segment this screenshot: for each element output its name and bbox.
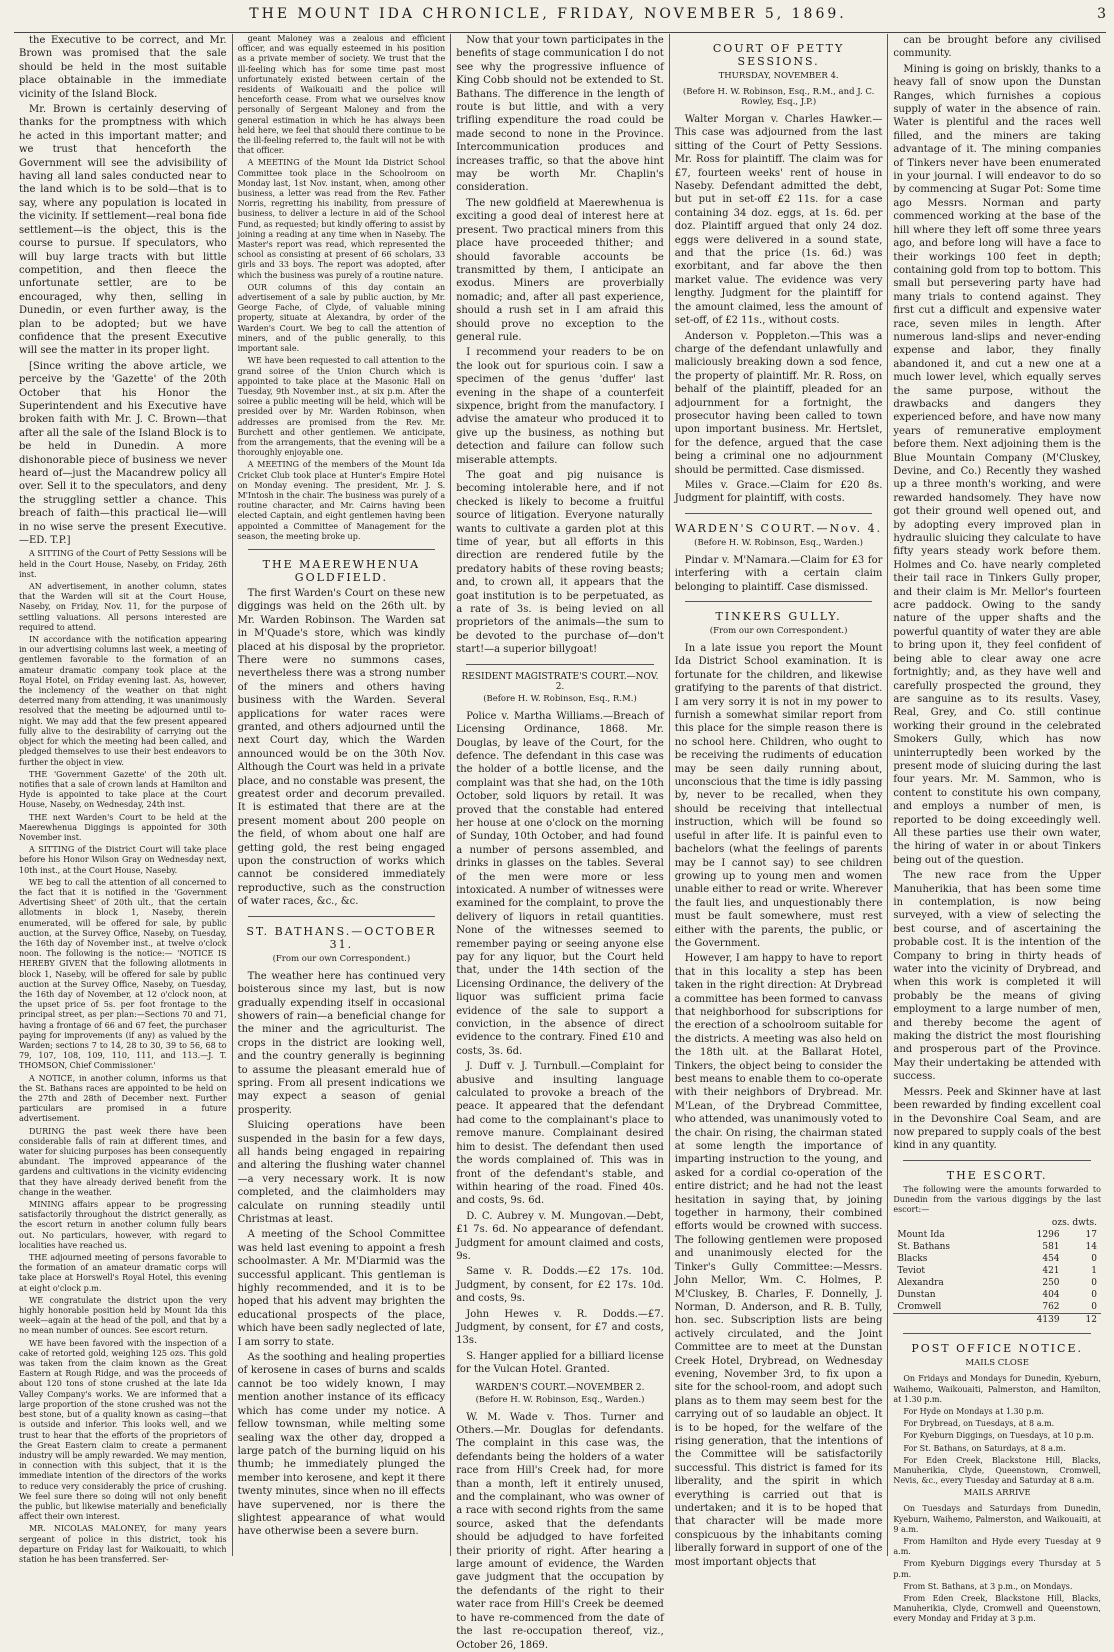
paragraph: IN accordance with the notification appearing in our advertising columns last week, a meeting of gentlemen favorable to the formation of an amateur dramatic company took place at the Royal Hotel, on Friday evening last. As, however, the inclemency of the weather on that night deterred many from attending, it was unanimously resolved that the meeting be adjourned until to-night. We may add that the few present appeared fully alive to the desirability of carrying out the object for which the meeting had been called, and pledged themselves to use their best endeavors to further the object in view. <box>19 635 227 767</box>
divider <box>685 601 873 602</box>
paragraph: Messrs. Peek and Skinner have at last been rewarded by finding excellent coal in the Devonshire Coal Seam, and are now prepared to supply coals of the best kind in any quantity. <box>893 1086 1101 1152</box>
divider <box>248 916 436 917</box>
heading-st-bathans: ST. BATHANS.—OCTOBER 31. <box>246 924 437 951</box>
paragraph: As the soothing and healing properties of kerosene in cases of burns and scalds cannot be too widely known, I may mention another instance of its efficacy which has come under my notice. A fellow townsman, while melting some sealing wax the other day, dropped a large patch of the burning liquid on his thumb; he immediately plunged the member into kerosene, and kept it there twenty minutes, since when no ill effects have supervened, nor is there the slightest appearance of what would have otherwise been a severe burn. <box>237 1352 446 1538</box>
column-3 <box>451 34 670 1651</box>
paragraph: A meeting of the School Committee was held last evening to appoint a fresh schoolmaster. A Mr. M'Diarmid was the successful applicant. This gentleman is highly recommended, and it is to be hoped that his advent may brighten the educational prospects of the place, which have been sadly neglected of late, I am sorry to state. <box>237 1229 446 1348</box>
escort-row <box>893 1241 1101 1253</box>
paragraph: A NOTICE, in another column, informs us that the St. Bathans races are appointed to be held on the 27th and 28th of December next. Further particulars are promised in a future advertisement. <box>19 1073 227 1124</box>
paragraph: The weather here has continued very boisterous since my last, but is now gradually expending itself in occasional showers of rain—a beneficial change for the miner and the agriculturist. The crops in the district are looking well, and the country generally is beginning to assume the pleasant emerald hue of spring. From all present indications we may expect a season of genial prosperity. <box>237 970 446 1116</box>
paragraph: OUR columns of this day contain an advertisement of a sale by public auction, by Mr. George Fache, of Clyde, of valuable mining property, situate at Alexandra, by order of the Warden's Court. We beg to call the attention of miners, and of the public generally, to this important sale. <box>237 282 446 354</box>
paragraph: DURING the past week there have been considerable falls of rain at different times, and water for sluicing purposes has been consequently abundant. The improved appearance of the gardens and cultivations in the vicinity evidencing that they have already derived benefit from the change in the weather. <box>19 1126 227 1197</box>
escort-table <box>893 1217 1101 1326</box>
escort-ozs: 404 <box>1042 1290 1060 1301</box>
maerewhenua-article <box>238 587 446 909</box>
paragraph: Now that your town participates in the benefits of stage communication I do not see why the progressive influence of King Cobb should not be extended to St. Bathans. The difference in the length of route is but little, and with a very trifling expenditure the road could be made second to none in the Province. Intercommunication produces and increases traffic, so that the above hint may be worth Mr. Chaplin's consideration. <box>456 35 664 194</box>
paragraph: can be brought before any civilised community. <box>893 35 1101 60</box>
subheading-warden-nov4: (Before H. W. Robinson, Esq., Warden.) <box>694 537 863 548</box>
paragraph: AN advertisement, in another column, states that the Warden will sit at the Court House, Naseby, on Friday, Nov. 11, for the purpose of settling valuations. All persons interested are required to attend. <box>19 582 227 632</box>
mail-schedule-item: On Tuesdays and Saturdays from Dunedin, Kyeburn, Waihemo, Palmerston, and Waikouaiti, at 9 a.m. <box>893 1504 1101 1534</box>
paragraph: MINING affairs appear to be progressing satisfactorily throughout the district generally, as the escort return in another column fully bears out. No particulars, however, with regard to localities have reached us. <box>19 1200 227 1250</box>
paragraph: WE beg to call the attention of all concerned to the fact that it is notified in the 'Government Advertising Sheet' of 20th ult., that the certain allotments in block 1, Naseby, therein enumerated, will be offered for sale, by public auction, at the Survey Office, Naseby, on Tuesday, the 16th day of November inst., at twelve o'clock noon. The following is the notice:— 'NOTICE IS HEREBY GIVEN that the following allotments in block 1, Naseby, will be offered for sale by public auction at the Survey Office, Naseby, on Tuesday, the 16th day of November, at 12 o'clock noon, at the upset price of 5s. per foot frontage to the principal street, as per plan:—Sections 70 and 71, having a frontage of 66 and 67 feet, the purchaser paying for improvements (if any) as valued by the Warden; sections 7 to 14, 28 to 30, 39 to 56, 68 to 79, 107, 108, 109, 110, 111, and 113.—J. T. THOMSON, Chief Commissioner.' <box>19 877 227 1071</box>
paragraph: The goat and pig nuisance is becoming intolerable here, and if not checked is likely to become a fruitful source of litigation. Everyone naturally wants to cultivate a garden plot at this time of year, but all efforts in this direction are rendered futile by the predatory habits of these roving beasts; and, to crown all, it appears that the goat institution is to be perpetuated, as a rate of 3s. is being levied on all proprietors of the animals—the sum to be devoted to the purchase of—don't start!—a superior billygoat! <box>456 470 664 656</box>
heading-wardens-court-nov4: WARDEN'S COURT.—Nov. 4. <box>674 521 883 535</box>
paragraph: The first Warden's Court on these new diggings was held on the 26th ult. by Mr. Warden Robinson. The Warden sat in M'Quade's store, which was kindly placed at his disposal by the proprietor. There were no summons cases, nevertheless there was a strong number of the miners and others having business with the Warden. Several applications for water races were granted, and others adjourned until the next Court day, which the Warden announced would be on the 30th Nov. Although the Court was held in a private place, and no constable was present, the greatest order and decorum prevailed. It is estimated that there are at the present moment about 200 people on the field, of whom about one half are getting gold, the rest being engaged upon the construction of works which cannot be considered immediately reproductive, such as the construction of water races, &c., &c. <box>237 587 446 908</box>
paragraph: D. C. Aubrey v. M. Mungovan.—Debt, £1 7s. 6d. No appearance of defendant. Judgment for amount claimed and costs, 9s. <box>456 1210 664 1262</box>
escort-total-dwts: 12 <box>1064 1314 1101 1327</box>
subheading-tinkers-correspondent: (From our own Correspondent.) <box>709 626 848 636</box>
escort-total-ozs: 4139 <box>1004 1314 1063 1327</box>
masthead-title: THE MOUNT IDA CHRONICLE, FRIDAY, NOVEMBER 5, 1869. <box>249 6 847 22</box>
paragraph: Walter Morgan v. Charles Hawker.—This case was adjourned from the last sitting of the Court of Petty Sessions. Mr. Ross for plaintiff. The claim was for £7, fourteen weeks' rent of house in Naseby. Defendant admitted the debt, but put in set-off £2 11s. for a case containing 34 doz. eggs, at 1s. 6d. per doz. Plaintiff argued that only 24 doz. eggs were delivered in a sound state, and that the price (1s. 6d.) was exorbitant, and far above the then market value. The evidence was very lengthy. Judgment for the plaintiff for the amount claimed, less the amount of set-off, of £2 11s., without costs. <box>674 114 883 327</box>
columns <box>14 34 1106 1651</box>
escort-total-row <box>893 1314 1101 1327</box>
subheading-correspondent: (From our own Correspondent.) <box>272 953 411 964</box>
paragraph: THE adjourned meeting of persons favorable to the formation of an amateur dramatic corps will take place at Horswell's Royal Hotel, this evening at eight o'clock p.m. <box>19 1253 227 1293</box>
escort-place: St. Bathans <box>897 1242 951 1253</box>
st-bathans-article <box>238 970 446 1539</box>
escort-place: Mount Ida <box>897 1230 945 1241</box>
magistrate-cases <box>456 710 664 1377</box>
petty-sessions-date: THURSDAY, NOVEMBER 4. <box>718 71 839 81</box>
mails-arrive-list <box>893 1504 1101 1624</box>
paragraph: Mining is going on briskly, thanks to a heavy fall of snow upon the Dunstan Ranges, which furnishes a copious supply of water in the absence of rain. Water is plentiful and the races well filled, and the miners are taking advantage of it. The mining companies of Tinkers never have been enumerated in your journal. I will endeavor to do so by commencing at Sugar Pot: Some time ago Messrs. Norman and party commenced working at the base of the hill where they left off some three years ago, and before long will have a face to their workings 100 feet in depth; containing gold from top to bottom. This small but persevering party have had many trials to contend against. They first cut a difficult and expensive water race, seven miles in length. After numerous land-slips and never-ending expense and labor, they finally abandoned it, and cut a new one at a much lower level, which equally serves the same purpose, without the drawbacks and dangers they experienced before, and have now many years of remunerative employment before them. Next adjoining them is the Blue Mountain Company (M'Cluskey, Devine, and Co.) Recently they washed up a three month's working, and were rewarded handsomely. They have now got their ground well opened out, and by adopting every improved plan in hydraulic sluicing they calculate to have fifty years steady work before them. Holmes and Co. have nearly completed their tail race in Tinkers Gully proper, and their claim is Mr. Mellor's fourteen acre paddock. Owing to the sandy nature of the upper shafts and the powerful quantity of water they are able to bring upon it, they feel confident of being able to clear away one acre fortnightly; and, as they have well and carefully prospected the ground, they are sanguine as to its results. Vasey, Real, Grey, and Co. still continue working their ground in the celebrated Smokers Gully, which has now uninterruptedly been worked by the present mode of sluicing during the last four years. Mr. M. Sammon, who is content to constitute his own company, and employs a number of men, is reported to be doing exceedingly well. All these parties use their own water, the hiring of water in or about Tinkers being out of the question. <box>893 63 1101 866</box>
paragraph: The new goldfield at Maerewhenua is exciting a good deal of interest here at present. Two practical miners from this place have proceeded thither; and should favorable accounts be transmitted by them, I anticipate an exodus. Miners are proverbially nomadic; and, after all past experience, should a rush set in I am afraid this should prove no exception to the general rule. <box>456 197 664 343</box>
mail-schedule-item: On Fridays and Mondays for Dunedin, Kyeburn, Waihemo, Waikouaiti, Palmerston, and Hamilton, at 1.30 p.m. <box>893 1374 1101 1404</box>
paragraph: THE 'Government Gazette' of the 20th ult. notifies that a sale of crown lands at Hamilton and Hyde is appointed to take place at the Court House, Naseby, on Wednesday, 24th inst. <box>19 769 227 810</box>
mail-schedule-item: From St. Bathans, at 3 p.m., on Mondays. <box>903 1581 1073 1591</box>
escort-dwts: 0 <box>1091 1254 1097 1265</box>
divider <box>685 513 873 514</box>
petty-sessions-bench: (Before H. W. Robinson, Esq., R.M., and J. C. Rowley, Esq., J.P.) <box>682 87 875 107</box>
escort-place: Cromwell <box>897 1302 942 1313</box>
warden-nov4-cases <box>675 554 883 594</box>
mail-schedule-item: From Hamilton and Hyde every Tuesday at 9 a.m. <box>893 1536 1101 1557</box>
paragraph: WE congratulate the district upon the very highly honorable position held by Mount Ida this week—again at the head of the poll, and that by a no mean number of ounces. See escort return. <box>19 1295 227 1336</box>
mails-close-heading: MAILS CLOSE <box>965 1358 1029 1369</box>
paragraph: The new race from the Upper Manuherikia, that has been some time in contemplation, is now being surveyed, with a view of selecting the best course, and of ascertaining the probable cost. It is the intention of the Company to bring in thirty heads of water into the vicinity of Drybread, and when this work is completed it will probably be the means of giving employment to a large number of men, and thereby become the agent of making the district the most flourishing and prosperous part of the Province. May their undertaking be attended with success. <box>893 870 1101 1083</box>
column-2-notices <box>238 34 446 542</box>
heading-wardens-court: WARDEN'S COURT.—NOVEMBER 2. <box>475 1382 645 1393</box>
paragraph: John Hewes v. R. Dodds.—£7. Judgment, by consent, for £7 and costs, 13s. <box>456 1308 664 1347</box>
heading-maerewhenua: THE MAEREWHENUA GOLDFIELD. <box>262 557 421 584</box>
paragraph: Anderson v. Poppleton.—This was a charge of the defendant unlawfully and maliciously breaking down a sod fence, the property of plaintiff. Mr. R. Ross, on behalf of the plaintiff, pleaded for an adjournment for a fortnight, the prosecutor having been called to town upon important business. Mr. Hertslet, for the defence, argued that the case being a criminal one no adjournment should be permitted. Case dismissed. <box>674 330 883 476</box>
paragraph: A SITTING of the Court of Petty Sessions will be held in the Court House, Naseby, on Friday, 26th inst. <box>19 549 227 579</box>
escort-dwts: 1 <box>1091 1266 1097 1277</box>
escort-dwts: 14 <box>1085 1242 1097 1253</box>
paragraph: WE have been requested to call attention to the grand soiree of the Union Church which is appointed to take place at the Masonic Hall on Tuesday, 9th November inst., at six p.m. After the soiree a public meeting will be held, which will be presided over by Mr. Warden Robinson, when addresses are promised from the Rev. Mr. Burchett and other gentlemen. We anticipate, from the arrangements, that the evening will be a thoroughly enjoyable one. <box>237 356 446 458</box>
escort-place: Dunstan <box>897 1290 936 1301</box>
paragraph: However, I am happy to have to report that in this locality a step has been taken in the right direction: At Drybread a committee has been formed to canvass that neighborhood for subscriptions for the erection of a schoolroom suitable for the districts. A meeting was also held on the 18th ult. at the Ballarat Hotel, Tinkers, the object being to consider the best means to enable them to co-operate with their neighbors of Drybread. Mr. M'Lean, of the Drybread Committee, who attended, was unanimously voted to the chair. On rising, the chairman stated at some length the importance of imparting instruction to the young, and asked for a cordial co-operation of the entire district; and he had not the least hesitation in saying that, by joining together in harmony, their combined efforts would be crowned with success. The following gentlemen were proposed and unanimously elected for the Tinker's Gully Committee:—Messrs. John Mellor, Wm. C. Holmes, P. M'Cluskey, B. Charles, F. Donnelly, J. Norman, D. Anderson, and R. B. Tully, hon. sec. Subscription lists are being actively circulated, and the Joint Committee are to meet at the Dunstan Creek Hotel, Drybread, on Wednesday evening, November 3rd, to fix upon a site for the school-room, and adopt such plans as to them may seem best for the carrying out of so laudable an object. It is to be hoped, for the welfare of the rising generation, that the intentions of the Committee will be satisfactorily successful. This district is famed for its liberality, and the spirit in which everything is carried out that is undertaken; and it is to be hoped that that character will be made more conspicuous by the inhabitants coming liberally forward in support of one of the most important objects that <box>674 953 883 1568</box>
escort-row <box>893 1301 1101 1314</box>
paragraph: Sluicing operations have been suspended in the basin for a few days, all hands being engaged in repairing and altering the flushing water channel—a very necessary work. It is now completed, and the claimholders may calculate on running steadily until Christmas at least. <box>237 1120 446 1226</box>
escort-row <box>893 1277 1101 1289</box>
warden-cases <box>456 1411 664 1652</box>
escort-row <box>893 1229 1101 1241</box>
paragraph: A MEETING of the Mount Ida District School Committee took place in the Schoolroom on Monday last, 1st Nov. instant, when, among other business, a letter was read from the Rev. Father Norris, regretting his inability, from pressure of business, to deliver a lecture in aid of the School Fund, as requested; but kindly offering to assist by joining a reading at any time when in Naseby. The Master's report was read, which represented the school as consisting at present of 66 scholars, 33 girls and 33 boys. The report was adopted, after which the business was purely of a routine nature. <box>237 158 446 280</box>
divider <box>903 1333 1091 1334</box>
escort-ozs: 421 <box>1042 1266 1060 1277</box>
column-2 <box>233 34 452 1556</box>
heading-resident-magistrate: RESIDENT MAGISTRATE'S COURT.—NOV. 2. <box>461 671 659 692</box>
divider <box>248 549 436 550</box>
escort-row <box>893 1253 1101 1265</box>
escort-ozs: 762 <box>1042 1302 1060 1313</box>
escort-units-row <box>893 1217 1101 1229</box>
tinkers-gully-article <box>675 642 883 1569</box>
masthead <box>14 6 1106 33</box>
escort-dwts: 0 <box>1091 1278 1097 1289</box>
heading-tinkers-gully: TINKERS GULLY. <box>715 610 842 623</box>
paragraph: [Since writing the above article, we perceive by the 'Gazette' of the 20th October that his Honor the Superintendent and his Executive have broken faith with Mr. J. C. Brown—that after all the sale of the Island Block is to be held in Dunedin. A more dishonorable piece of business we never heard of—just the Macandrew policy all over. Sell it to the speculators, and deny the struggling settler a chance. This breach of faith—this practical lie—will in no wise serve the present Executive.—ED. T.P.] <box>19 360 227 547</box>
paragraph: J. Duff v. J. Turnbull.—Complaint for abusive and insulting language calculated to provoke a breach of the peace. It appeared that the defendant had come to the complainant's place to remove manure. Complainant desired him to desist. The defendant then used the words complained of. This was in front of the defendant's stable, and within hearing of the road. Fined 40s. and costs, 9s. 6d. <box>456 1061 664 1207</box>
heading-post-office: POST OFFICE NOTICE. <box>911 1342 1083 1356</box>
escort-place: Blacks <box>897 1254 928 1265</box>
column-1 <box>14 34 233 1564</box>
escort-intro: The following were the amounts forwarded to Dunedin from the various diggings by the last escort:— <box>893 1184 1101 1215</box>
column-1-articles <box>19 34 227 547</box>
mail-schedule-item: From Eden Creek, Blackstone Hill, Blacks, Manuherikia, Clyde, Cromwell and Queenstown, every Monday and Friday at 3 p.m. <box>893 1593 1101 1624</box>
paragraph: geant Maloney was a zealous and efficient officer, and was equally esteemed in his position as a private member of society. We trust that the ill-feeling which has for some time past most unfortunately existed between certain of the residents of Waikouaiti and the police will henceforth cease. From what we ourselves know personally of Sergeant Maloney and from the general estimation in which he has always been held here, we feel that should there continue to be the ill-feeling referred to, the fault will not be with that officer. <box>237 34 446 156</box>
divider <box>466 664 654 665</box>
paragraph: S. Hanger applied for a billiard license for the Vulcan Hotel. Granted. <box>456 1350 664 1376</box>
heading-escort: THE ESCORT. <box>946 1168 1048 1182</box>
mail-schedule-item: For Drybread, on Tuesdays, at 8 a.m. <box>903 1419 1055 1429</box>
mail-schedule-item: From Kyeburn Diggings every Thursday at 5 p.m. <box>893 1559 1101 1579</box>
paragraph: Police v. Martha Williams.—Breach of Licensing Ordinance, 1868. Mr. Douglas, by leave of the Court, for the defence. The defendant in this case was the holder of a bottle license, and the complaint was that she had, on the 10th October, sold liquors by retail. It was proved that the constable had entered her house at one o'clock on the morning of Sunday, 10th October, and had found a number of persons assembled, and drinks in glasses on the tables. Several of the men were more or less intoxicated. A number of witnesses were examined for the complaint, to prove the delivery of liquors in retail quantities. None of the witnesses seemed to remember paying or seeing anyone else pay for any liquor, but the Court held that, under the 14th section of the Licensing Ordinance, the delivery of the liquor was sufficient prima facie evidence of the sale to support a conviction, in the absence of direct evidence to the contrary. Fined £10 and costs, 3s. 6d. <box>456 710 664 1057</box>
mail-schedule-item: For Eden Creek, Blackstone Hill, Blacks, Manuherikia, Clyde, Queenstown, Cromwell, Nevis, &c., every Tuesday and Saturday at 8 a.m. <box>893 1455 1101 1486</box>
st-bathans-continued <box>456 34 664 657</box>
paragraph: Pindar v. M'Namara.—Claim for £3 for interfering with a certain claim belonging to plaintiff. Case dismissed. <box>674 554 883 593</box>
subheading-magistrate: (Before H. W. Robinson, Esq., R.M.) <box>483 693 637 704</box>
paragraph: THE next Warden's Court to be held at the Maerewhenua Diggings is appointed for 30th November inst. <box>19 812 227 842</box>
paragraph: In a late issue you report the Mount Ida District School examination. It is fortunate for the children, and likewise gratifying to the parents of that district. I am very sorry it is not in my power to furnish a somewhat similar report from this place for the simple reason there is no school here. Children, who ought to be receiving the rudiments of education may be seen daily running about, unconscious that the time is idly passing by, never to be recalled, when they should be receiving that intellectual instruction, which will be found so useful in after life. It is painful even to bachelors (what the feelings of parents may be I cannot say) to see children growing up to young men and women unable either to read or write. Wherever the fault lies, and unquestionably there must be fault somewhere, must rest either with the parents, the public, or the Government. <box>674 643 883 949</box>
escort-ozs: 454 <box>1042 1254 1060 1265</box>
page-number: 3 <box>1097 6 1106 22</box>
paragraph: MR. NICOLAS MALONEY, for many years sergeant of police in this district, took his departure on Friday last for Waikouaiti, to which station he has been transferred. Ser- <box>19 1524 227 1564</box>
column-5 <box>888 34 1106 1624</box>
escort-units: ozs. dwts. <box>1051 1218 1097 1229</box>
escort-rows <box>893 1229 1101 1314</box>
paragraph: A MEETING of the members of the Mount Ida Cricket Club took place at Hunter's Empire Hotel on Monday evening. The president, Mr. J. S. M'Intosh in the chair. The business was purely of a routine character, and Mr. Cairns having been elected Captain, and eight gentlemen having been appointed a Committee of Management for the season, the meeting broke up. <box>237 460 446 541</box>
mail-schedule-item: For Hyde on Mondays at 1.30 p.m. <box>903 1406 1044 1416</box>
escort-place: Teviot <box>897 1266 926 1277</box>
mails-arrive-heading: MAILS ARRIVE <box>963 1488 1031 1499</box>
divider <box>903 1160 1091 1161</box>
paragraph: Same v. R. Dodds.—£2 17s. 10d. Judgment, by consent, for £2 17s. 10d. and costs, 9s. <box>456 1266 664 1305</box>
escort-row <box>893 1265 1101 1277</box>
paragraph: Miles v. Grace.—Claim for £20 8s. Judgment for plaintiff, with costs. <box>674 479 883 505</box>
tinkers-gully-continued <box>893 34 1101 1153</box>
paragraph: Mr. Brown is certainly deserving of thanks for the promptness with which he acted in this important matter; and we trust that henceforth the Government will see the advisibility of having all land sales conducted near to the land which is to be sold—that is to say, where any population is located in the vicinity. If settlement—real bona fide settlement—is the object, this is the course to pursue. If speculators, who will buy large tracts with but little competition, and then fleece the unfortunate settler, are to be encouraged, why then, selling in Dunedin, or even further away, is the plan to be adopted; but we have confidence that the present Executive will see the matter in its proper light. <box>19 104 227 357</box>
mails-close-list <box>893 1374 1101 1486</box>
petty-sessions-cases <box>675 113 883 506</box>
paragraph: W. M. Wade v. Thos. Turner and Others.—Mr. Douglas for defendants. The complaint in this case was, the defendants being the holders of a water race from Hill's Creek had, for more than a month, left it entirely unused, and the complainant, who was owner of a race with second rights from the same source, asked that the defendants should be adjudged to have forfeited their priority of right. After hearing a large amount of evidence, the Warden gave judgment that the occupation by the defendants of the right to their water race from Hill's Creek be deemed to have re-commenced from the date of the last re-occupation thereof, viz., October 26, 1869. <box>456 1411 664 1651</box>
escort-dwts: 0 <box>1091 1290 1097 1301</box>
escort-place: Alexandra <box>897 1278 944 1289</box>
mail-schedule-item: For Kyeburn Diggings, on Tuesdays, at 10 p.m. <box>903 1431 1094 1441</box>
mail-schedule-item: For St. Bathans, on Saturdays, at 8 a.m. <box>903 1443 1066 1453</box>
paragraph: WE have been favored with the inspection of a cake of retorted gold, weighing 125 ozs. This gold was taken from the claim known as the Great Eastern at Rough Ridge, and was the proceeds of about 120 tons of stone crushed at the late Ida Valley Company's works. We are informed that a large proportion of the stone crushed was not the best stone, but of a quality known as casing—that is outside and inferior. This looks well, and we trust to hear that the efforts of the proprietors of the Great Eastern claim to create a permanent industry will be amply rewarded. We may mention, in connection with this subject, that it is the immediate intention of the directors of the works to reduce very considerably the price of crushing. We feel sure there so doing will not only benefit the public, but likewise materially and beneficially affect their own interest. <box>19 1338 227 1522</box>
column-4 <box>670 34 889 1568</box>
escort-row <box>893 1289 1101 1301</box>
subheading-warden: (Before H. W. Robinson, Esq., Warden.) <box>475 1394 645 1405</box>
escort-dwts: 17 <box>1085 1230 1097 1241</box>
column-1-notices <box>19 549 227 1565</box>
escort-ozs: 250 <box>1042 1278 1060 1289</box>
paragraph: the Executive to be correct, and Mr. Brown was promised that the sale should be held in the most suitable place obtainable in the immediate vicinity of the Island Block. <box>19 35 227 100</box>
paragraph: A SITTING of the District Court will take place before his Honor Wilson Gray on Wednesday next, 10th inst., at the Court House, Naseby. <box>19 845 227 875</box>
escort-ozs: 1296 <box>1036 1230 1060 1241</box>
heading-petty-sessions: COURT OF PETTY SESSIONS. <box>712 42 845 68</box>
escort-dwts: 0 <box>1091 1302 1097 1313</box>
paragraph: I recommend your readers to be on the look out for spurious coin. I saw a specimen of the genus 'duffer' last evening in the shape of a counterfeit sixpence, bright from the manufactory. I advise the amateur who produced it to give up the business, as nothing but detection and failure can follow such miserable attempts. <box>456 347 664 466</box>
escort-ozs: 581 <box>1042 1242 1060 1253</box>
